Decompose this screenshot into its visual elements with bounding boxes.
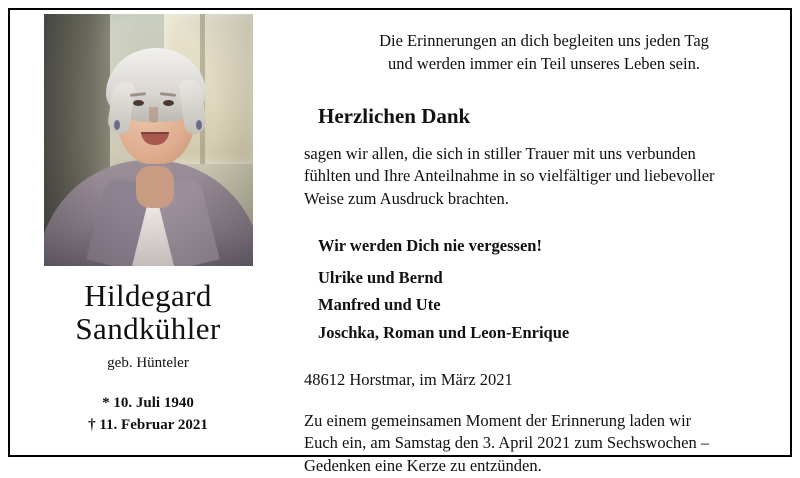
portrait-and-identity-column [10,10,286,455]
photo-vignette [44,14,253,266]
birth-date: * 10. Juli 1940 [102,394,194,411]
deceased-first-name: Hildegard [84,278,212,313]
closing-line-1: Zu einem gemeinsamen Moment der Erinnerung laden wir [304,410,692,430]
intro-line-1: Die Erinnerungen an dich begleiten uns jeden Tag [379,31,709,50]
family-signatures [304,235,784,345]
family-line-2: Ulrike und Bernd [318,267,443,287]
death-date: † 11. Februar 2021 [88,417,208,434]
thanks-heading: Herzlichen Dank [318,103,471,128]
life-dates [88,392,208,437]
closing-invitation [304,410,784,478]
message-column [286,10,790,476]
closing-line-2: Euch ein, am Samstag den 3. April 2021 zum Sechswochen – [304,433,710,453]
family-line-1: Wir werden Dich nie vergessen! [318,235,542,255]
closing-line-3: Gedenken eine Kerze zu entzünden. [304,456,542,476]
thanks-body-line-3: Weise zum Ausdruck brachten. [304,189,509,209]
maiden-name: geb. Hünteler [107,354,189,371]
thanks-body-line-1: sagen wir allen, die sich in stiller Trauer mit uns verbunden [304,143,696,163]
thanks-body-line-2: fühlten und Ihre Anteilnahme in so vielfältiger und liebevoller [304,166,715,186]
card-content [10,10,790,476]
family-line-4: Joschka, Roman und Leon-Enrique [318,323,570,343]
deceased-name [75,280,220,346]
deceased-last-name: Sandkühler [75,310,221,346]
family-line-3: Manfred und Ute [318,295,441,315]
intro-verse [304,30,784,76]
place-and-date: 48612 Horstmar, im März 2021 [304,369,513,389]
thanks-body [304,143,784,211]
portrait-photo [44,14,253,266]
intro-line-2: und werden immer ein Teil unseres Leben sein. [388,53,700,73]
